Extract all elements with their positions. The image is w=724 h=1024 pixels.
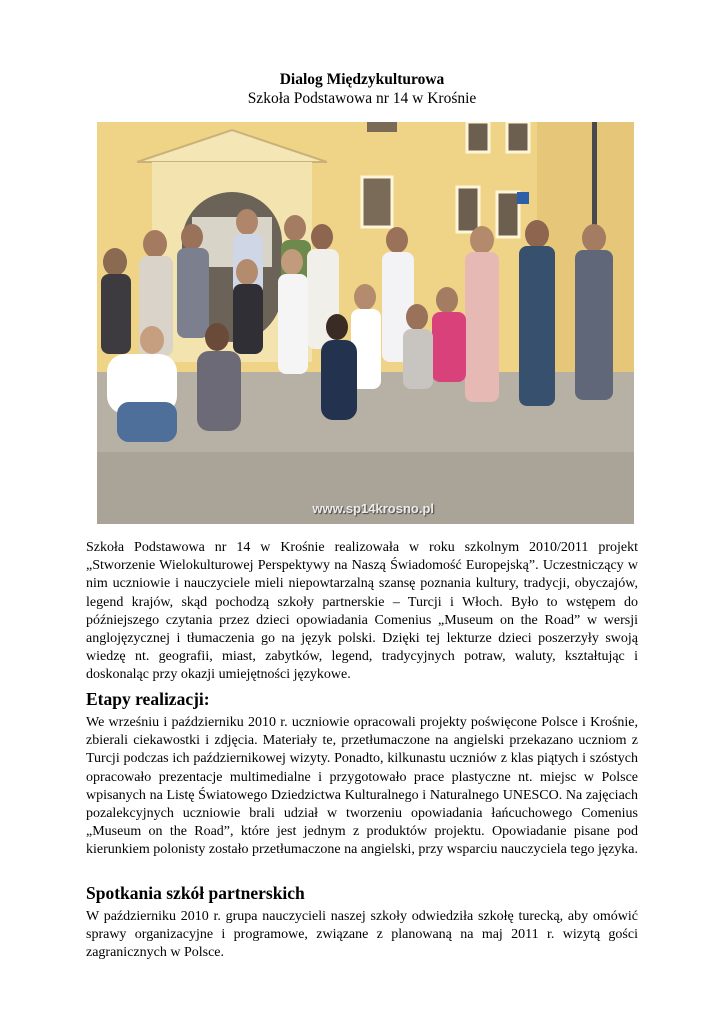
document-title: Dialog Międzykulturowa: [279, 71, 445, 88]
section-heading-spotkania: Spotkania szkół partnerskich: [86, 883, 305, 903]
etapy-paragraph: We wrześniu i październiku 2010 r. uczniowie opracowali projekty poświęcone Polsce i Krośnie, zbierali ciekawostki i zdjęcia. Materiały te, przetłumaczone na angielski przekazano uczniom z Turcji podczas ich październikowej wizyty. Ponadto, kilkunastu uczniów z klas piątych i szóstych opracowało prezentacje multimedialne i przygotowało prace plastyczne nt. miejsc w Polsce wpisanych na Listę Światowego Dziedzictwa Kulturalnego i Naturalnego UNESCO. Na zajęciach pozalekcyjnych uczniowie brali udział w tworzeniu opowiadania łańcuchowego Comenius „Museum on the Road”, które jest jednym z produktów projektu. Opowiadanie pisane pod kierunkiem polonisty zostało przetłumaczone na angielski, przy wsparciu nauczyciela tego języka.: [86, 715, 639, 858]
group-photo-illustration: [97, 122, 634, 524]
intro-paragraph: Szkoła Podstawowa nr 14 w Krośnie realizowała w roku szkolnym 2010/2011 projekt „Stworzenie Wielokulturowej Perspektywy na Naszą Świadomość Europejską”. Uczestniczący w nim uczniowie i nauczyciele mieli niepowtarzalną szansę poznania kultury, tradycji, obyczajów, legend krajów, skąd pochodzą szkoły partnerskie – Turcji i Włoch. Było to wstępem do późniejszego czytania przez dzieci opowiadania Comenius „Museum on the Road” w wersji anglojęzycznej i tłumaczenia go na język polski. Dzięki tej lekturze dzieci poszerzyły swoją wiedzę nt. geografii, miast, zabytków, legend, tradycyjnych potraw, waluty, kształtując i doskonaląc przy okazji umiejętności językowe.: [86, 540, 638, 683]
document-subtitle: Szkoła Podstawowa nr 14 w Krośnie: [247, 90, 477, 107]
photo-watermark: www.sp14krosno.pl: [312, 501, 434, 516]
group-photo: [97, 122, 634, 524]
section-heading-etapy: Etapy realizacji:: [86, 689, 210, 709]
spotkania-paragraph: W październiku 2010 r. grupa nauczycieli naszej szkoły odwiedziła szkołę turecką, aby omówić sprawy organizacyjne i programowe, związane z planowaną na maj 2011 r. wizytą gości zagranicznych w Polsce.: [86, 909, 638, 961]
